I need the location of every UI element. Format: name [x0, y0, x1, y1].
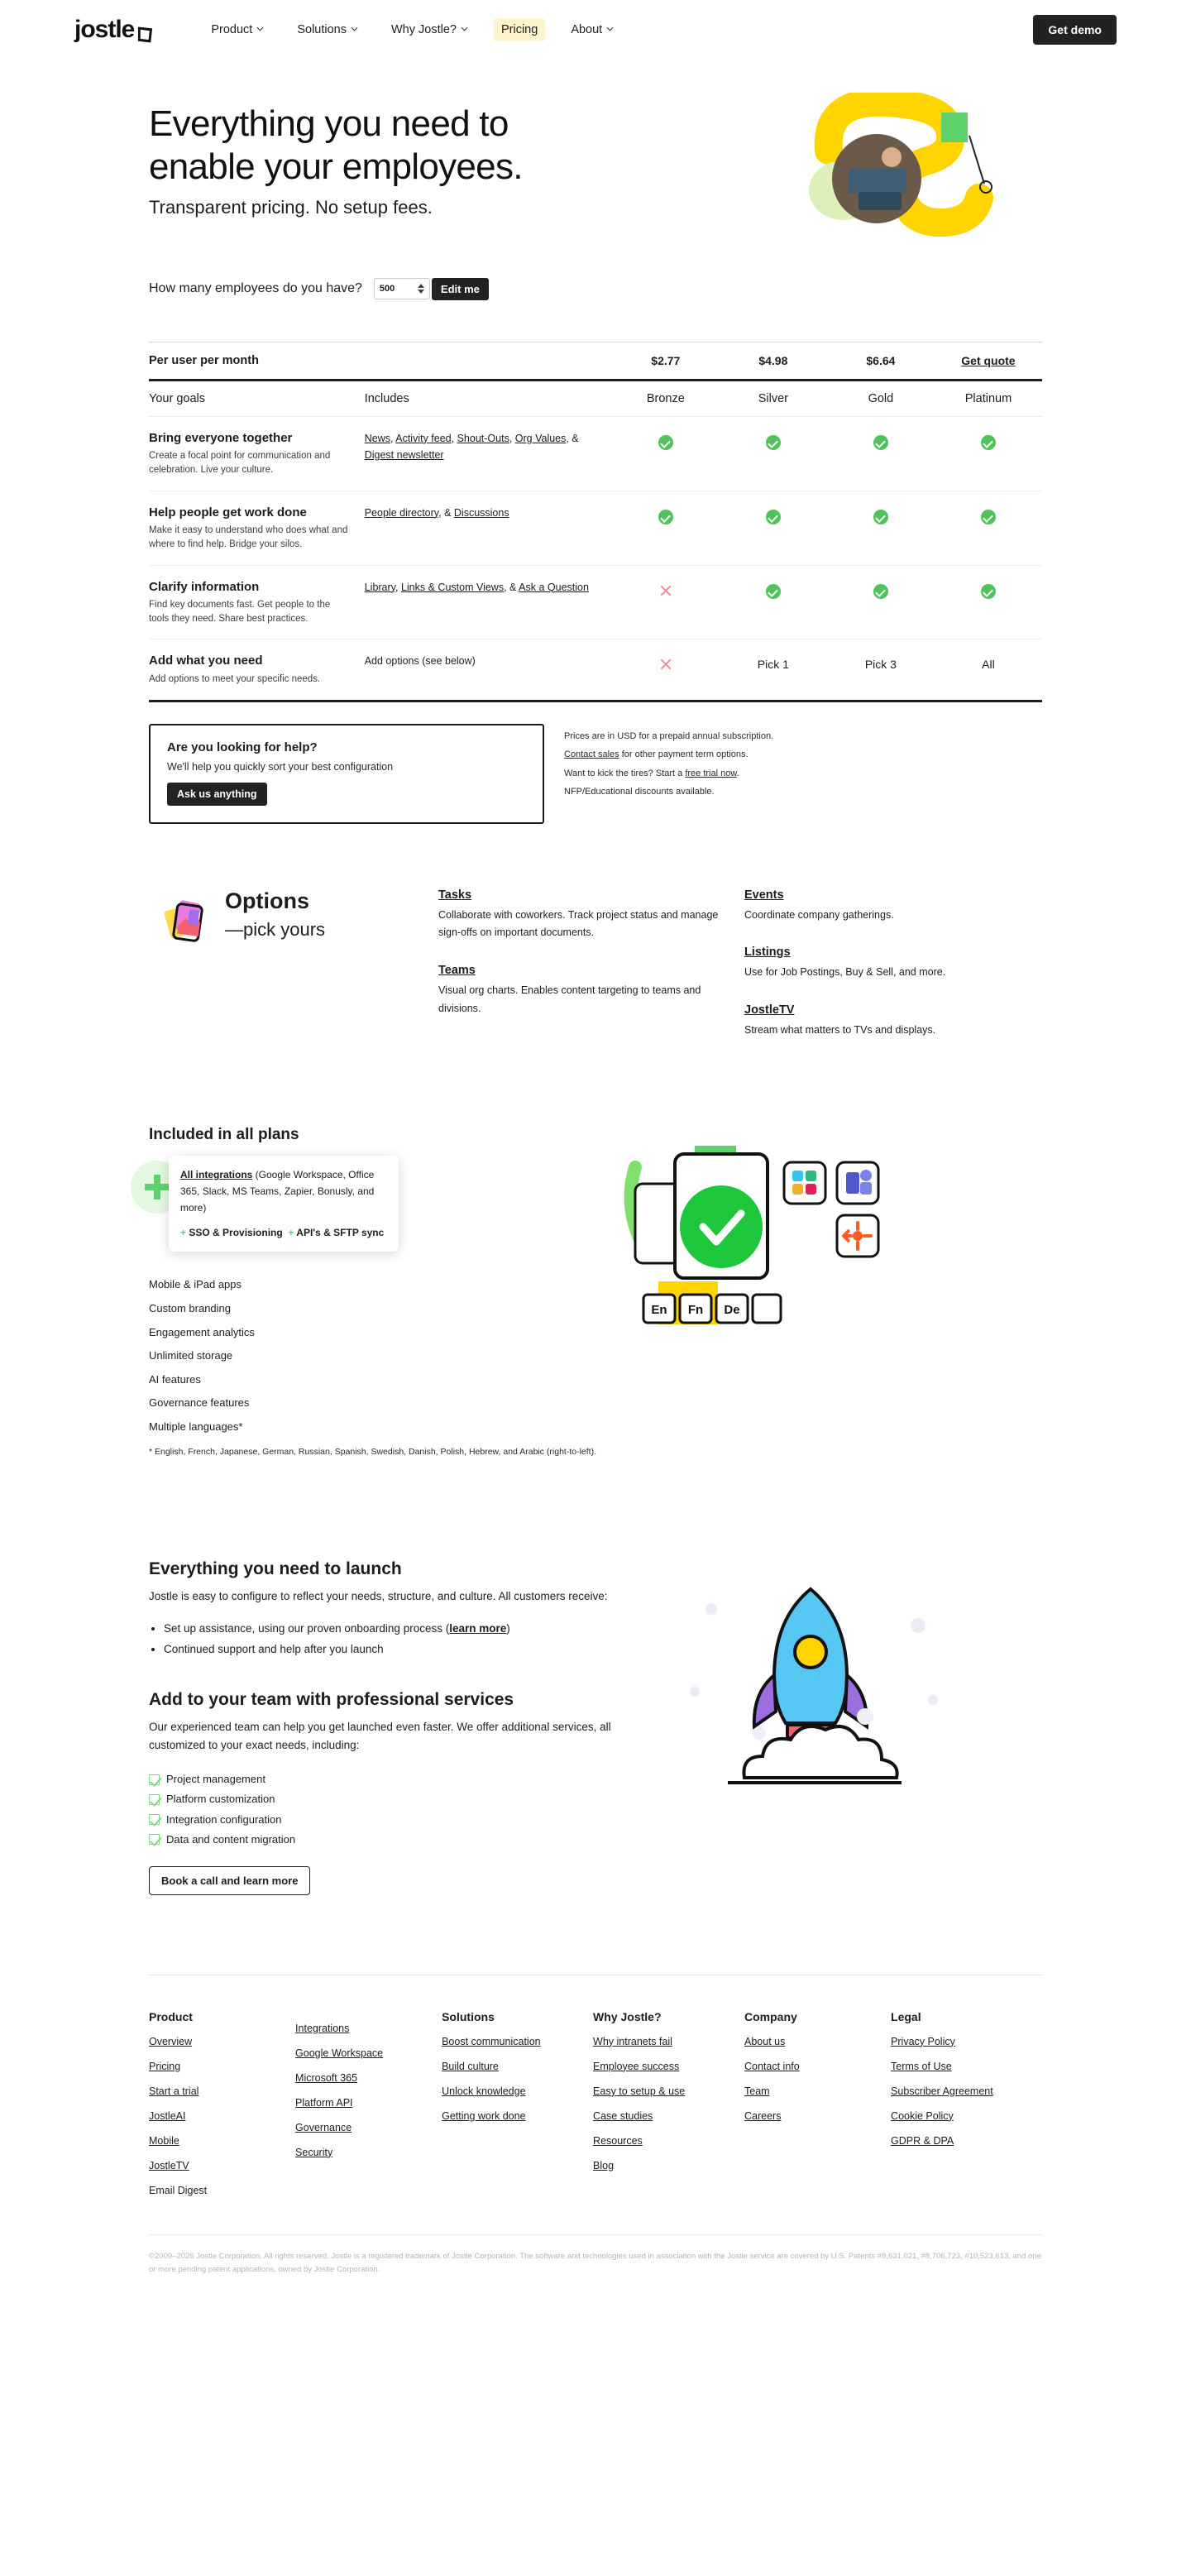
plus-sign-icon: +: [180, 1226, 187, 1238]
footer-link-case-studies[interactable]: Case studies: [593, 2109, 653, 2122]
help-box: [149, 724, 544, 824]
pick-platinum: All: [982, 658, 995, 672]
nav-label: Why Jostle?: [391, 23, 457, 36]
footer-link-resources[interactable]: Resources: [593, 2134, 643, 2147]
service-label: Integration configuration: [166, 1812, 282, 1826]
list-item: AI features: [149, 1372, 201, 1386]
learn-more-link[interactable]: learn more: [449, 1621, 507, 1635]
check-icon: [658, 435, 673, 450]
option-desc: Coordinate company gatherings.: [744, 908, 894, 921]
row-title: Add what you need: [149, 654, 263, 668]
table-row: [149, 639, 1042, 699]
employee-count-row: [149, 278, 1042, 300]
footer-link-privacy-policy[interactable]: Privacy Policy: [891, 2035, 955, 2047]
row-desc: Add options to meet your specific needs.: [149, 673, 321, 684]
employee-count-value: 500: [379, 284, 395, 294]
col-header-goals: Your goals: [149, 391, 205, 405]
row-title: Clarify information: [149, 579, 260, 594]
list-item: • Continued support and help after you launch: [164, 1639, 645, 1660]
integrations-illustration: [612, 1134, 1042, 1349]
option-title[interactable]: JostleTV: [744, 1003, 795, 1017]
hero-title-line1: Everything you need to: [149, 103, 509, 144]
row-desc: Make it easy to understand who does what and where to find help. Bridge your silos.: [149, 525, 348, 549]
service-label: Project management: [166, 1773, 265, 1786]
row-desc: Create a focal point for communication and celebration. Live your culture.: [149, 451, 331, 475]
hero-title-line2: enable your employees.: [149, 146, 523, 187]
nav-item-why-jostle[interactable]: [384, 18, 476, 41]
logo[interactable]: [74, 16, 154, 44]
list-item: [149, 1810, 645, 1830]
price-gold: $6.64: [866, 353, 896, 367]
nav-label: Product: [211, 23, 253, 36]
option-title[interactable]: Events: [744, 888, 784, 902]
jostle-cube-icon: [136, 22, 154, 41]
chevron-down-icon: [606, 26, 614, 34]
option-jostletv: [744, 1003, 992, 1040]
logo-text: jostle: [74, 16, 135, 43]
nav-item-about[interactable]: [563, 18, 621, 41]
launch-section: [149, 1559, 1042, 1894]
footer-link-microsoft-365[interactable]: Microsoft 365: [295, 2071, 358, 2084]
note-item[interactable]: Want to kick the tires? Start a free trial now.: [564, 768, 739, 778]
included-section: [149, 1126, 1042, 1460]
check-icon: [981, 584, 996, 599]
footer-link-unlock-knowledge[interactable]: Unlock knowledge: [442, 2085, 526, 2097]
help-title: Are you looking for help?: [167, 740, 318, 754]
plus-sign-icon: +: [288, 1226, 294, 1238]
integrations-text: [180, 1167, 387, 1216]
get-quote-link[interactable]: Get quote: [961, 353, 1016, 367]
option-events: [744, 888, 992, 925]
pick-gold: Pick 3: [864, 658, 897, 672]
option-title[interactable]: Tasks: [438, 888, 472, 902]
row-includes[interactable]: Library, Links & Custom Views, & Ask a Question: [364, 581, 589, 593]
list-item: [149, 1769, 645, 1789]
list-item: Unlimited storage: [149, 1349, 233, 1362]
checkbox-icon: [149, 1774, 160, 1785]
services-title: Add to your team with professional services: [149, 1689, 514, 1709]
footer-col-legal: [891, 2010, 1042, 2210]
footer-col-product: [149, 2010, 295, 2210]
edit-me-tooltip[interactable]: Edit me: [432, 278, 489, 300]
note-item: Prices are in USD for a prepaid annual subscription.: [564, 730, 774, 741]
row-includes[interactable]: People directory, & Discussions: [364, 506, 509, 519]
option-tasks: [438, 888, 720, 943]
launch-title: Everything you need to launch: [149, 1559, 402, 1579]
list-item: Custom branding: [149, 1301, 231, 1314]
service-label: Data and content migration: [166, 1832, 296, 1846]
pricing-table: [149, 342, 1042, 702]
footer-link-build-culture[interactable]: Build culture: [442, 2060, 499, 2072]
option-title[interactable]: Listings: [744, 946, 791, 960]
footer-link-terms-of-use[interactable]: Terms of Use: [891, 2060, 952, 2072]
footer-col-title: Product: [149, 2009, 193, 2023]
checkbox-icon: [149, 1814, 160, 1825]
list-item: Engagement analytics: [149, 1325, 255, 1338]
included-title: Included in all plans: [149, 1126, 299, 1144]
footer-col-solutions: [442, 2010, 593, 2210]
chevron-down-icon: [256, 26, 264, 34]
footer-link-employee-success[interactable]: Employee success: [593, 2060, 680, 2072]
footer-link-pricing[interactable]: Pricing: [149, 2060, 181, 2072]
book-a-call-button[interactable]: Book a call and learn more: [149, 1866, 310, 1895]
options-section: [149, 888, 1042, 1062]
check-icon: [873, 510, 888, 524]
footer-link-jostletv[interactable]: JostleTV: [149, 2159, 189, 2171]
price-silver: $4.98: [758, 353, 788, 367]
row-includes: Add options (see below): [364, 655, 476, 668]
footer-link-boost-communication[interactable]: Boost communication: [442, 2035, 541, 2047]
options-title: Options: [225, 888, 309, 913]
option-desc: Use for Job Postings, Buy & Sell, and more.: [744, 966, 946, 979]
check-icon: [766, 510, 781, 524]
option-title[interactable]: Teams: [438, 964, 476, 978]
footer-link-easy-to-setup-use[interactable]: Easy to setup & use: [593, 2085, 686, 2097]
check-icon: [873, 435, 888, 450]
footer-link-jostleai[interactable]: JostleAI: [149, 2109, 186, 2122]
launch-bullets: [164, 1618, 645, 1660]
footer-link-blog[interactable]: Blog: [593, 2159, 615, 2171]
options-subtitle: —pick yours: [225, 918, 326, 940]
integration-addons: [180, 1225, 387, 1242]
integrations-detail: (Google Workspace, Office 365, Slack, MS Teams, Zapier, Bonusly, and more): [180, 1169, 375, 1214]
checkbox-icon: [149, 1794, 160, 1805]
footer-link-integrations[interactable]: Integrations: [295, 2022, 350, 2034]
sso-label: SSO & Provisioning: [189, 1226, 283, 1238]
footer-link-start-a-trial[interactable]: Start a trial: [149, 2085, 199, 2097]
footer-link-cookie-policy[interactable]: Cookie Policy: [891, 2109, 954, 2122]
employee-question-label: How many employees do you have?: [149, 281, 362, 296]
col-header-includes: Includes: [364, 391, 409, 405]
list-item: [149, 1789, 645, 1809]
check-icon: [658, 510, 673, 524]
integrations-card: [169, 1156, 399, 1252]
option-desc: Collaborate with coworkers. Track project status and manage sign-offs on important documents.: [438, 908, 719, 939]
page-title: [149, 103, 728, 189]
table-row: [149, 491, 1042, 565]
footer-col-why-jostle: [593, 2010, 744, 2210]
footer-col-title: Company: [744, 2009, 797, 2023]
bullet-text-end: ): [506, 1621, 510, 1635]
ask-us-anything-button[interactable]: Ask us anything: [167, 783, 267, 806]
help-subtitle: We'll help you quickly sort your best configuration: [167, 760, 394, 773]
divider-thick: [149, 700, 1042, 702]
options-heading: [225, 888, 325, 940]
table-row: [149, 566, 1042, 639]
footer-link-careers[interactable]: Careers: [744, 2109, 782, 2122]
pick-silver: Pick 1: [757, 658, 789, 672]
main-nav: [203, 18, 621, 41]
list-item: Governance features: [149, 1396, 250, 1410]
bullet-text: Set up assistance, using our proven onboarding process (: [164, 1621, 450, 1635]
chevron-down-icon: [351, 26, 358, 34]
note-item: NFP/Educational discounts available.: [564, 787, 715, 797]
table-row: [149, 417, 1042, 491]
chevron-down-icon: [461, 26, 468, 34]
nav-label: About: [571, 23, 603, 36]
list-item: Mobile & iPad apps: [149, 1278, 242, 1291]
row-title: Help people get work done: [149, 505, 307, 520]
rocket-illustration: [645, 1576, 1042, 1894]
footer-link-getting-work-done[interactable]: Getting work done: [442, 2109, 526, 2122]
lang-badge-fn: Fn: [687, 1303, 704, 1318]
footer-col-title: Why Jostle?: [593, 2009, 662, 2023]
nav-item-solutions[interactable]: [289, 18, 366, 41]
check-icon: [766, 435, 781, 450]
services-paragraph: Our experienced team can help you get launched even faster. We offer additional services, all customized to your exact needs, including:: [149, 1720, 611, 1752]
hero-subtitle: Transparent pricing. No setup fees.: [149, 196, 433, 218]
option-desc: Visual org charts. Enables content targeting to teams and divisions.: [438, 984, 701, 1015]
services-list: [149, 1769, 645, 1849]
row-includes[interactable]: News, Activity feed, Shout-Outs, Org Values, & Digest newsletter: [364, 432, 579, 461]
option-listings: [744, 946, 992, 982]
pricing-notes: [564, 724, 773, 824]
hero-section: [149, 60, 1042, 300]
checkbox-icon: [149, 1834, 160, 1845]
footer-link-overview[interactable]: Overview: [149, 2035, 193, 2047]
nav-label: Pricing: [500, 23, 538, 36]
note-item[interactable]: Contact sales for other payment term options.: [564, 749, 749, 760]
footer-col-title: Legal: [891, 2009, 921, 2023]
price-row-label: Per user per month: [149, 353, 259, 367]
tier-header-row: [149, 381, 1042, 416]
employee-count-stepper[interactable]: [374, 278, 430, 299]
languages-footnote: * English, French, Japanese, German, Russian, Spanish, Swedish, Danish, Polish, Hebrew, and Arabic (right-to-left).: [149, 1447, 597, 1458]
check-icon: [766, 584, 781, 599]
col-header-silver: Silver: [758, 391, 788, 405]
footer-link-governance[interactable]: Governance: [295, 2121, 352, 2133]
help-section: [149, 724, 1042, 824]
footer-col-product-2: [295, 2010, 442, 2210]
footer-link-platform-api[interactable]: Platform API: [295, 2096, 353, 2109]
nav-item-pricing[interactable]: [494, 18, 545, 41]
row-title: Bring everyone together: [149, 430, 293, 445]
footer-link-mobile[interactable]: Mobile: [149, 2134, 179, 2147]
footer-col-company: [744, 2010, 891, 2210]
option-teams: [438, 964, 720, 1018]
col-header-platinum: Platinum: [964, 391, 1012, 405]
footer-link-contact-info[interactable]: Contact info: [744, 2060, 800, 2072]
footer-link-google-workspace[interactable]: Google Workspace: [295, 2047, 384, 2059]
site-footer: [149, 1975, 1042, 2277]
nav-item-product[interactable]: [203, 18, 271, 41]
options-cards-icon: [164, 897, 210, 946]
footer-link-team[interactable]: Team: [744, 2085, 770, 2097]
included-list: [149, 1273, 612, 1439]
options-column-2: [744, 888, 1017, 1062]
all-integrations-link[interactable]: All integrations: [180, 1169, 253, 1181]
footer-link-subscriber-agreement[interactable]: Subscriber Agreement: [891, 2085, 993, 2097]
site-header: [0, 0, 1191, 60]
check-icon: [873, 584, 888, 599]
check-icon: [981, 435, 996, 450]
col-header-gold: Gold: [868, 391, 894, 405]
x-icon: [659, 658, 672, 671]
nav-label: Solutions: [297, 23, 347, 36]
footer-link-why-intranets-fail[interactable]: Why intranets fail: [593, 2035, 672, 2047]
options-column-1: [438, 888, 744, 1041]
service-label: Platform customization: [166, 1793, 275, 1806]
x-icon: [659, 584, 672, 597]
footer-link-email-digest[interactable]: Email Digest: [149, 2184, 208, 2196]
list-item: [164, 1618, 645, 1640]
footer-link-about-us[interactable]: About us: [744, 2035, 786, 2047]
launch-paragraph: Jostle is easy to configure to reflect your needs, structure, and culture. All customers receive:: [149, 1590, 608, 1603]
col-header-bronze: Bronze: [646, 391, 685, 405]
hero-illustration: [779, 93, 1002, 242]
footer-link-gdpr-dpa[interactable]: GDPR & DPA: [891, 2134, 954, 2147]
get-demo-button[interactable]: Get demo: [1033, 15, 1117, 45]
option-desc: Stream what matters to TVs and displays.: [744, 1024, 936, 1037]
copyright-text: ©2009–2026 Jostle Corporation. All rights reserved. Jostle is a registered trademark of Jostle Corporation. The software and technologies used in association with the Jostle service are covered by U.S. Patents #8,631,021, #8,706,723, #10,523,613, and one or more pending patent applications, owned by Jostle Corporation.: [149, 2234, 1042, 2277]
price-row: [149, 342, 1042, 379]
api-label: API's & SFTP sync: [296, 1226, 385, 1238]
list-item: [149, 1830, 645, 1850]
check-icon: [981, 510, 996, 524]
row-desc: Find key documents fast. Get people to the tools they need. Share best practices.: [149, 600, 331, 624]
stepper-arrows-icon[interactable]: [418, 284, 424, 294]
lang-badge-de: De: [724, 1303, 740, 1318]
footer-link-security[interactable]: Security: [295, 2146, 333, 2158]
footer-col-title: Solutions: [442, 2009, 495, 2023]
lang-badge-en: En: [651, 1303, 667, 1318]
list-item: Multiple languages*: [149, 1420, 243, 1433]
price-bronze: $2.77: [651, 353, 681, 367]
